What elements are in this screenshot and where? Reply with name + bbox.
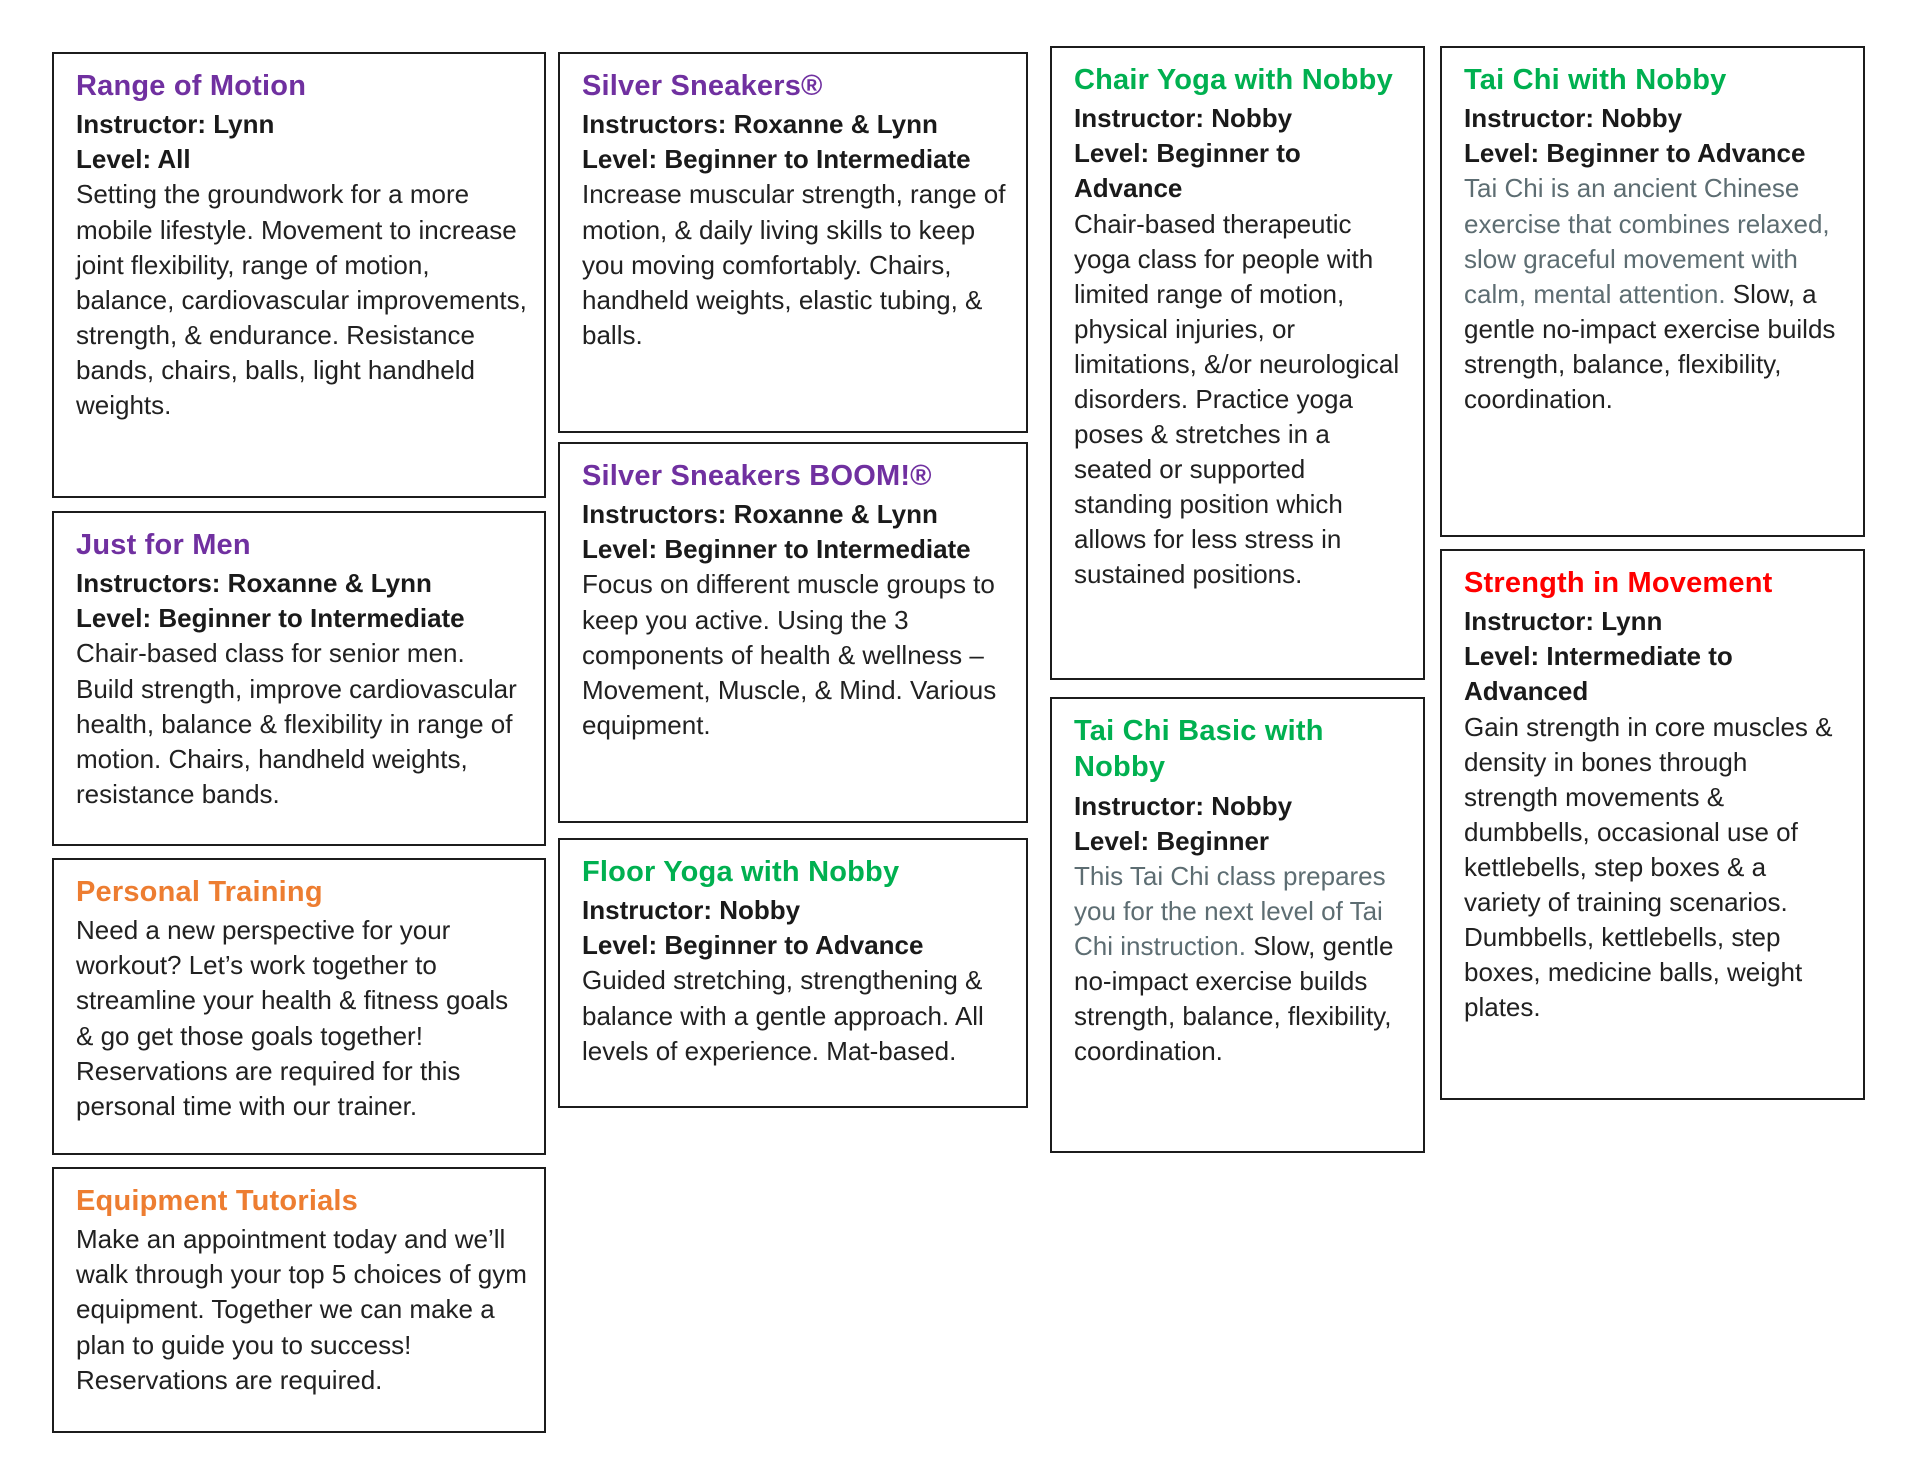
card-equipment-tutorials — [52, 1167, 546, 1433]
instructor-line: Instructors: Roxanne & Lynn — [582, 109, 938, 140]
card-description — [582, 963, 1010, 1068]
level-line: Level: Intermediate to Advanced — [1464, 641, 1733, 707]
card-description — [1074, 859, 1407, 1070]
card-description — [76, 636, 528, 811]
card-title: Silver Sneakers® — [582, 70, 823, 102]
description-text: Guided stretching, strengthening & balance with a gentle approach. All levels of experience. Mat-based. — [582, 965, 984, 1066]
card-title: Silver Sneakers BOOM!® — [582, 460, 932, 492]
card-description — [1074, 207, 1407, 593]
description-text: Slow, gentle no-impact exercise builds strength, balance, flexibility, coordination. — [1074, 930, 1394, 1067]
card-title: Range of Motion — [76, 70, 307, 102]
card-description — [76, 1222, 528, 1397]
card-tai-chi-basic-with-nobby — [1050, 697, 1425, 1153]
level-line: Level: Beginner to Advance — [1074, 138, 1301, 204]
card-title: Equipment Tutorials — [76, 1185, 358, 1217]
instructor-line: Instructor: Nobby — [1074, 790, 1293, 821]
description-text: Gain strength in core muscles & density in bones through strength movements & dumbbells, occasional use of kettlebells, step boxes & a variety of training scenarios. — [1464, 711, 1833, 917]
card-description — [582, 567, 1010, 742]
card-range-of-motion — [52, 52, 546, 498]
card-title: Floor Yoga with Nobby — [582, 856, 900, 888]
card-description — [76, 177, 528, 423]
description-text: Chair-based therapeutic yoga class for people with limited range of motion, physical injuries, or limitations, &/or neurological disorders. Practice yoga poses & stretches in a seated or supported standing position which allows for less stress in sustained positions. — [1074, 208, 1400, 590]
level-line: Level: Beginner — [1074, 825, 1270, 856]
instructor-line: Instructor: Lynn — [76, 109, 275, 140]
level-line: Level: Beginner to Intermediate — [76, 603, 465, 634]
card-title: Personal Training — [76, 876, 323, 908]
description-text: Focus on different muscle groups to keep you active. Using the 3 components of health & wellness – Movement, Muscle, & Mind. Various equipment. — [582, 569, 997, 740]
card-title: Just for Men — [76, 529, 251, 561]
card-chair-yoga-with-nobby — [1050, 46, 1425, 680]
level-line: Level: Beginner to Intermediate — [582, 144, 971, 175]
level-line: Level: All — [76, 144, 191, 175]
card-title: Tai Chi Basic with Nobby — [1074, 715, 1324, 784]
description-text: Slow, a gentle no-impact exercise builds strength, balance, flexibility, coordination. — [1464, 278, 1836, 414]
card-strength-in-movement — [1440, 549, 1865, 1100]
instructor-line: Instructor: Lynn — [1464, 606, 1663, 637]
level-line: Level: Beginner to Intermediate — [582, 534, 971, 565]
card-just-for-men — [52, 511, 546, 846]
equipment-list-text: Dumbbells, kettlebells, step boxes, medicine balls, weight plates. — [1464, 922, 1803, 1023]
card-title: Tai Chi with Nobby — [1464, 64, 1727, 96]
card-floor-yoga-with-nobby — [558, 838, 1028, 1108]
instructor-line: Instructor: Nobby — [582, 895, 801, 926]
description-text: Setting the groundwork for a more mobile lifestyle. Movement to increase joint flexibility, range of motion, balance, cardiovascular improvements, strength, & endurance. Resistance bands, chairs, balls, light handheld weights. — [76, 179, 527, 420]
description-intro-text: Tai Chi is an ancient Chinese exercise that combines relaxed, slow graceful movement with calm, mental attention. — [1464, 173, 1830, 309]
instructor-line: Instructor: Nobby — [1464, 103, 1683, 134]
instructor-line: Instructor: Nobby — [1074, 103, 1293, 134]
card-personal-training — [52, 858, 546, 1155]
card-tai-chi-with-nobby — [1440, 46, 1865, 537]
card-description — [582, 177, 1010, 352]
card-description — [1464, 171, 1847, 417]
instructor-line: Instructors: Roxanne & Lynn — [582, 499, 938, 530]
description-text: Chair-based class for senior men. Build strength, improve cardiovascular health, balance & flexibility in range of motion. Chairs, handheld weights, resistance bands. — [76, 638, 517, 809]
card-equipment-list — [1464, 920, 1847, 1025]
description-text: Make an appointment today and we’ll walk through your top 5 choices of gym equipment. Together we can make a plan to guide you to success! Reservations are required. — [76, 1224, 527, 1395]
card-title: Chair Yoga with Nobby — [1074, 64, 1393, 96]
level-line: Level: Beginner to Advance — [1464, 138, 1806, 169]
description-text: Need a new perspective for your workout? Let’s work together to streamline your health & fitness goals & go get those goals together! Reservations are required for this personal time with our trainer. — [76, 915, 509, 1121]
description-intro-text: This Tai Chi class prepares you for the next level of Tai Chi instruction. — [1074, 860, 1386, 961]
instructor-line: Instructors: Roxanne & Lynn — [76, 568, 432, 599]
card-description — [76, 913, 528, 1124]
description-text: Increase muscular strength, range of motion, & daily living skills to keep you moving comfortably. Chairs, handheld weights, elastic tubing, & balls. — [582, 179, 1006, 350]
card-silver-sneakers — [558, 52, 1028, 433]
card-description — [1464, 710, 1847, 921]
card-silver-sneakers-boom — [558, 442, 1028, 823]
card-title: Strength in Movement — [1464, 567, 1773, 599]
level-line: Level: Beginner to Advance — [582, 930, 924, 961]
